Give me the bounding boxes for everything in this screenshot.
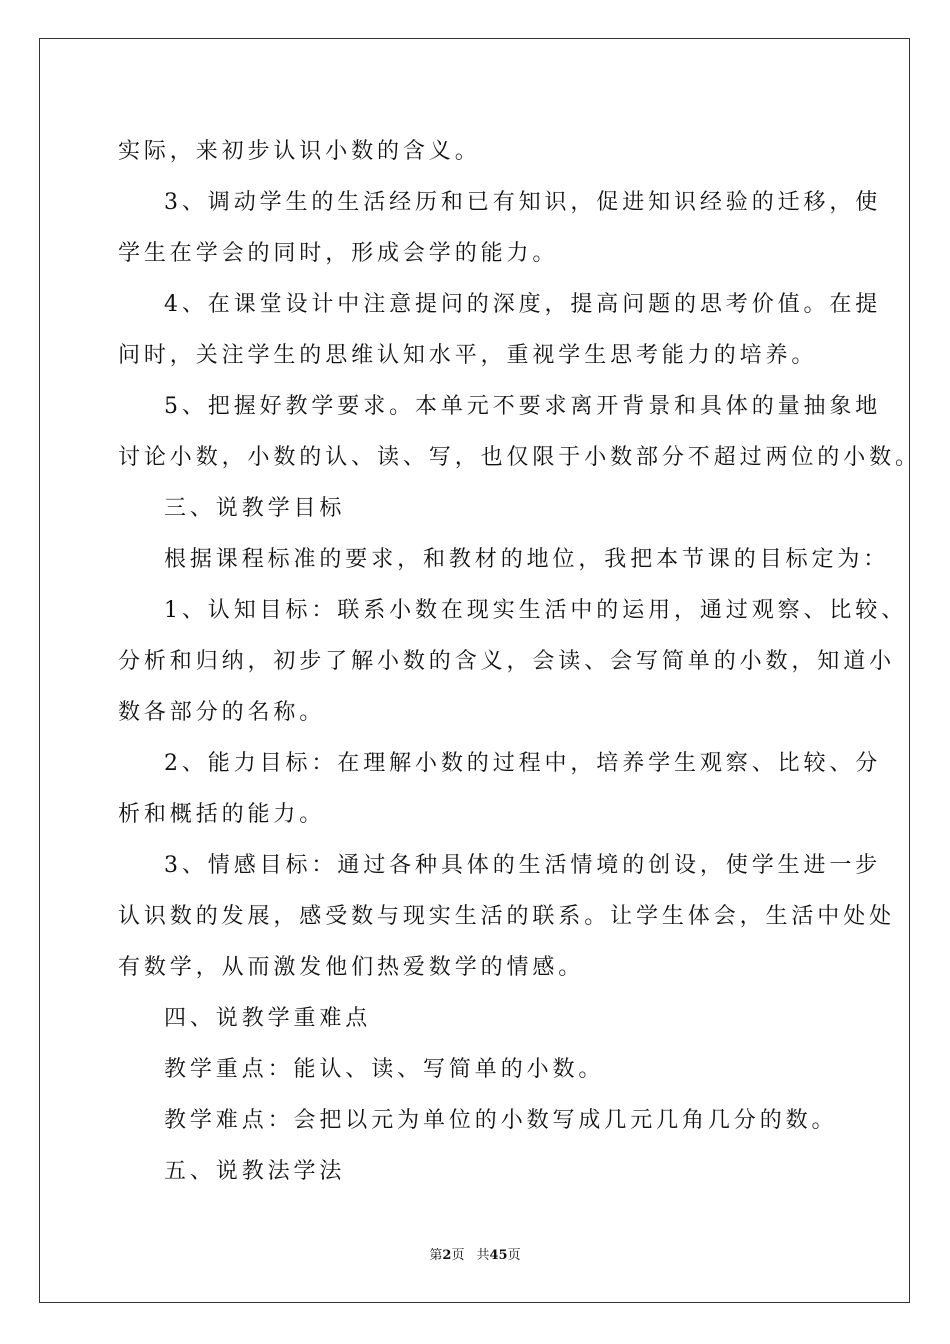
page-number: 2 [442, 1248, 452, 1263]
paragraph-line: 析和概括的能力。 [118, 802, 326, 827]
paragraph-line: 有数学，从而激发他们热爱数学的情感。 [118, 955, 585, 980]
paragraph-line: 3、情感目标：通过各种具体的生活情境的创设，使学生进一步 [164, 853, 882, 878]
paragraph-line: 学生在学会的同时，形成会学的能力。 [118, 241, 559, 266]
document-body [118, 126, 921, 1197]
total-suffix: 页 [507, 1248, 521, 1263]
paragraph-line: 5、把握好教学要求。本单元不要求离开背景和具体的量抽象地 [164, 394, 882, 419]
paragraph-line: 实际，来初步认识小数的含义。 [118, 139, 481, 164]
paragraph-line: 2、能力目标：在理解小数的过程中，培养学生观察、比较、分 [164, 751, 882, 776]
total-pages: 45 [489, 1248, 508, 1263]
section-heading: 三、说教学目标 [164, 496, 346, 521]
section-heading: 四、说教学重难点 [164, 1006, 372, 1031]
paragraph-line: 4、在课堂设计中注意提问的深度，提高问题的思考价值。在提 [164, 292, 882, 317]
paragraph-line: 数各部分的名称。 [118, 700, 326, 725]
paragraph-line: 问时，关注学生的思维认知水平，重视学生思考能力的培养。 [118, 343, 818, 368]
paragraph-line: 认识数的发展，感受数与现实生活的联系。让学生体会，生活中处处 [118, 904, 896, 929]
section-heading: 五、说教法学法 [164, 1159, 346, 1184]
paragraph-line: 1、认知目标：联系小数在现实生活中的运用，通过观察、比较、 [164, 598, 908, 623]
paragraph-line: 教学重点：能认、读、写简单的小数。 [164, 1057, 605, 1082]
page-footer [0, 1244, 950, 1263]
paragraph-line: 教学难点：会把以元为单位的小数写成几元几角几分的数。 [164, 1108, 838, 1133]
paragraph-line: 讨论小数，小数的认、读、写，也仅限于小数部分不超过两位的小数。 [118, 445, 921, 470]
paragraph-line: 分析和归纳，初步了解小数的含义，会读、会写简单的小数，知道小 [118, 649, 896, 674]
page-suffix: 页 [451, 1248, 465, 1263]
page-prefix: 第 [429, 1248, 443, 1263]
paragraph-line: 3、调动学生的生活经历和已有知识，促进知识经验的迁移，使 [164, 190, 882, 215]
paragraph-line: 根据课程标准的要求，和教材的地位，我把本节课的目标定为： [164, 547, 890, 572]
total-prefix: 共 [476, 1248, 490, 1263]
